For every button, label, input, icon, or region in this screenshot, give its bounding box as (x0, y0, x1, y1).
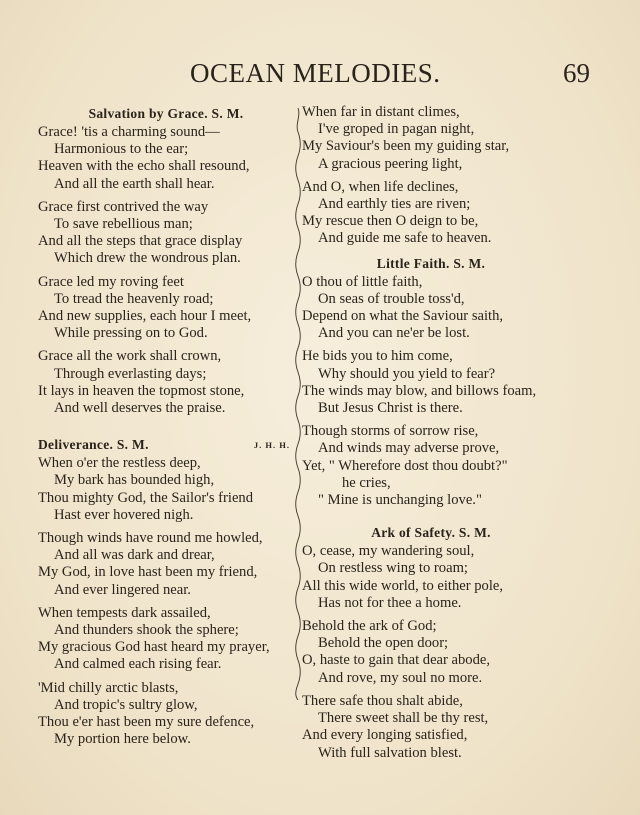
verse-line: My rescue then O deign to be, (302, 213, 479, 230)
verse-line: The winds may blow, and billows foam, (302, 382, 537, 399)
verse-line: Grace! 'tis a charming sound— (38, 124, 220, 140)
stanza (302, 543, 560, 612)
verse-line: And well deserves the praise. (54, 400, 226, 417)
verse-line: Though winds have round me howled, (38, 530, 263, 547)
verse-line: O thou of little faith, (302, 273, 423, 290)
stanza (302, 104, 560, 173)
page-number: 69 (563, 58, 590, 88)
verse-line: Depend on what the Saviour saith, (302, 308, 504, 325)
verse-line: Harmonious to the ear; (54, 141, 189, 158)
stanza (38, 274, 294, 343)
verse-line: To save rebellious man; (54, 216, 193, 233)
verse-line: My God, in love hast been my friend, (38, 564, 258, 581)
stanza (38, 124, 294, 193)
stanza (38, 199, 294, 268)
verse-line: And tropic's sultry glow, (54, 696, 198, 713)
verse-line: He bids you to him come, (302, 348, 453, 365)
stanza (38, 530, 294, 599)
stanza (38, 605, 294, 674)
hymn-title-row (38, 435, 294, 455)
stanza (302, 693, 560, 762)
verse-line: And O, when life declines, (302, 178, 459, 195)
verse-line: Why should you yield to fear? (318, 365, 496, 382)
verse-line: And winds may adverse prove, (318, 440, 500, 457)
verse-line: Through everlasting days; (54, 365, 207, 382)
verse-line: While pressing on to God. (54, 325, 208, 342)
verse-line: Grace first contrived the way (38, 198, 209, 215)
verse-line: My Saviour's been my guiding star, (302, 138, 510, 155)
verse-line: And thunders shook the sphere; (54, 622, 239, 639)
left-column (38, 104, 294, 755)
verse-line: A gracious peering light, (318, 155, 463, 172)
verse-line: And all was dark and drear, (54, 547, 215, 564)
hymn-title: Little Faith. S. M. (376, 255, 486, 271)
verse-line: There safe thou shalt abide, (302, 692, 463, 709)
stanza (302, 348, 560, 417)
verse-line: And guide me safe to heaven. (318, 230, 492, 247)
stanza (302, 274, 560, 343)
verse-line: Though storms of sorrow rise, (302, 423, 479, 440)
stanza (38, 455, 294, 524)
stanza (38, 680, 294, 749)
stanza (302, 618, 560, 687)
verse-line: Thou e'er hast been my sure defence, (38, 714, 255, 731)
verse-line: Yet, " Wherefore dost thou doubt?" (302, 457, 508, 474)
hymn-title: Salvation by Grace. S. M. (88, 106, 244, 121)
verse-line: All this wide world, to either pole, (302, 577, 504, 594)
verse-line: And every longing satisfied, (302, 727, 468, 744)
verse-line: 'Mid chilly arctic blasts, (38, 679, 179, 696)
verse-line: On restless wing to roam; (318, 560, 468, 577)
verse-line: But Jesus Christ is there. (318, 400, 463, 417)
verse-line: When o'er the restless deep, (38, 455, 201, 472)
verse-line: And ever lingered near. (54, 581, 191, 598)
verse-line: On seas of trouble toss'd, (318, 290, 465, 307)
hymn-title: Ark of Safety. S. M. (371, 525, 491, 541)
stanza (302, 179, 560, 248)
verse-line: Has not for thee a home. (318, 594, 462, 611)
verse-line: There sweet shall be thy rest, (318, 710, 489, 727)
verse-line: And all the earth shall hear. (54, 175, 215, 192)
verse-line: To tread the heavenly road; (54, 290, 214, 307)
verse-line: Behold the open door; (318, 635, 449, 652)
verse-line: Grace led my roving feet (38, 273, 184, 290)
author-initials: J. H. H. (253, 440, 290, 451)
hymn-title: Deliverance. S. M. (38, 437, 149, 453)
verse-line: " Mine is unchanging love." (318, 492, 482, 509)
verse-line: And calmed each rising fear. (54, 656, 222, 673)
verse-line: I've groped in pagan night, (318, 121, 475, 138)
verse-line: Behold the ark of God; (302, 618, 437, 635)
verse-line: And earthly ties are riven; (318, 196, 471, 213)
verse-line: Hast ever hovered nigh. (54, 506, 194, 523)
verse-line: And rove, my soul no more. (318, 669, 483, 686)
verse-line: When tempests dark assailed, (38, 604, 211, 621)
spacer (38, 423, 294, 435)
verse-line: Thou mighty God, the Sailor's friend (38, 489, 254, 506)
verse-line: My gracious God hast heard my prayer, (38, 639, 270, 656)
verse-line: And all the steps that grace display (38, 233, 243, 250)
verse-line: he cries, (342, 474, 391, 491)
stanza (38, 348, 294, 417)
divider-wave (296, 108, 301, 700)
verse-line: It lays in heaven the topmost stone, (38, 382, 245, 399)
verse-line: Heaven with the echo shall resound, (38, 158, 250, 175)
right-column (302, 104, 560, 768)
verse-line: With full salvation blest. (318, 744, 462, 761)
verse-line: And new supplies, each hour I meet, (38, 308, 252, 325)
running-title: OCEAN MELODIES. (190, 58, 441, 88)
verse-line: Grace all the work shall crown, (38, 348, 222, 365)
verse-line: My bark has bounded high, (54, 472, 215, 489)
page-header (30, 58, 590, 92)
verse-line: Which drew the wondrous plan. (54, 250, 241, 267)
verse-line: My portion here below. (54, 731, 191, 748)
verse-line: O, haste to gain that dear abode, (302, 652, 491, 669)
verse-line: O, cease, my wandering soul, (302, 543, 475, 560)
verse-line: When far in distant climes, (302, 104, 460, 120)
spacer (302, 515, 560, 523)
stanza (302, 423, 560, 509)
verse-line: And you can ne'er be lost. (318, 325, 470, 342)
